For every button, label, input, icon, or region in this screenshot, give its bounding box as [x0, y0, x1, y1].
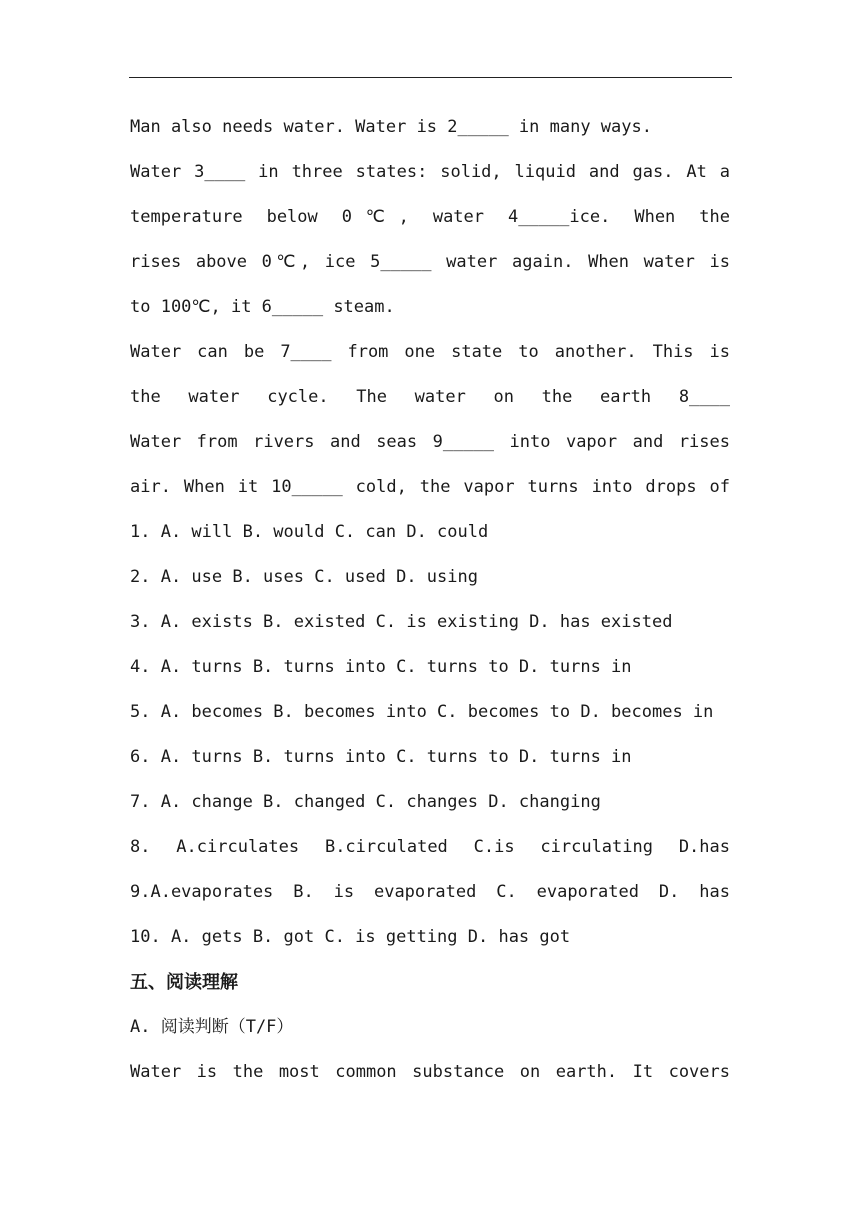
reading-passage-line: Water is the most common substance on earth. It covers	[130, 1062, 730, 1082]
passage-line: temperature below 0℃, water 4_____ice. When the	[130, 207, 730, 227]
option-line-5: 5. A. becomes B. becomes into C. becomes to D. becomes in	[130, 702, 714, 722]
option-line-8: 8. A.circulates B.circulated C.is circulating D.has	[130, 837, 730, 857]
section-subheading: A. 阅读判断（T/F）	[130, 1017, 294, 1037]
option-line-9: 9.A.evaporates B. is evaporated C. evaporated D. has	[130, 882, 730, 902]
option-line-4: 4. A. turns B. turns into C. turns to D. turns in	[130, 657, 632, 677]
option-line-10: 10. A. gets B. got C. is getting D. has got	[130, 927, 571, 947]
header-rule	[129, 77, 732, 78]
passage-line: Water 3____ in three states: solid, liquid and gas. At a	[130, 162, 730, 182]
passage-line: air. When it 10_____ cold, the vapor turns into drops of	[130, 477, 730, 497]
option-line-7: 7. A. change B. changed C. changes D. changing	[130, 792, 601, 812]
passage-line: the water cycle. The water on the earth 8____	[130, 387, 730, 407]
passage-line: Man also needs water. Water is 2_____ in many ways.	[130, 117, 652, 137]
passage-line: to 100℃, it 6_____ steam.	[130, 297, 395, 317]
passage-line: rises above 0℃, ice 5_____ water again. When water is	[130, 252, 730, 272]
document-page	[130, 105, 730, 1095]
option-line-3: 3. A. exists B. existed C. is existing D. has existed	[130, 612, 673, 632]
option-line-2: 2. A. use B. uses C. used D. using	[130, 567, 478, 587]
option-line-1: 1. A. will B. would C. can D. could	[130, 522, 489, 542]
section-heading: 五、阅读理解	[130, 972, 238, 993]
option-line-6: 6. A. turns B. turns into C. turns to D. turns in	[130, 747, 632, 767]
passage-line: Water can be 7____ from one state to another. This is	[130, 342, 730, 362]
passage-line: Water from rivers and seas 9_____ into vapor and rises	[130, 432, 730, 452]
